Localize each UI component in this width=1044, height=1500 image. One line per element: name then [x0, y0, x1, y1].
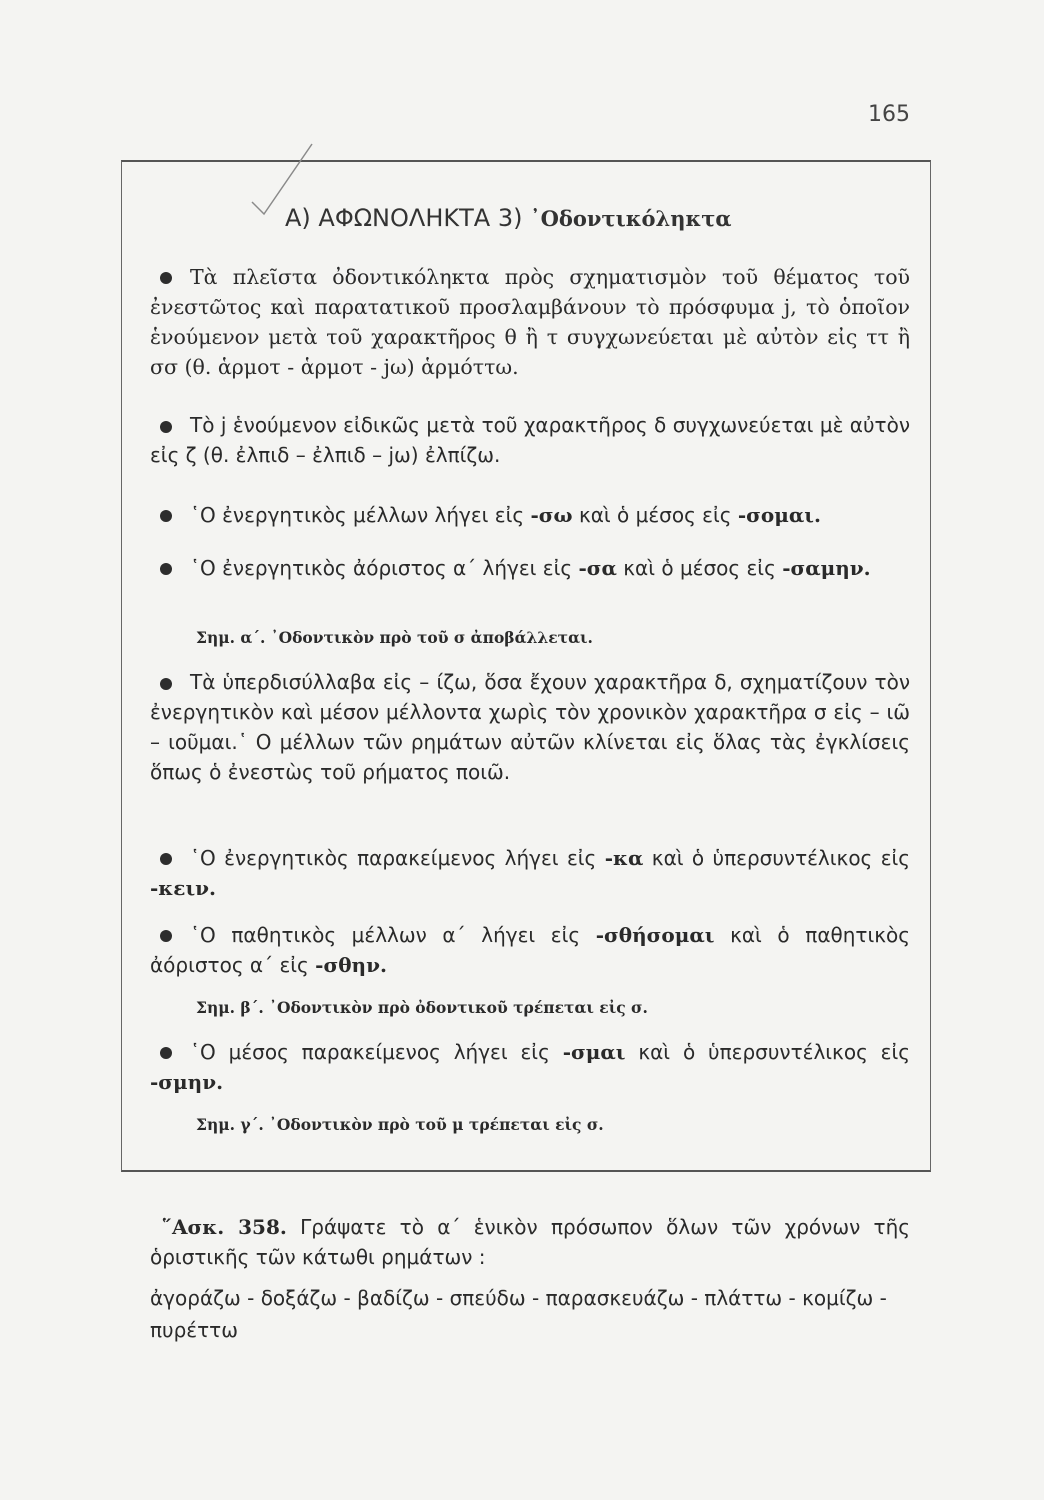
exercise-word-list: ἀγοράζω - δοξάζω - βαδίζω - σπεύδω - παρασκευάζω - πλάττω - κομίζω - πυρέττω	[150, 1286, 887, 1342]
rule-paragraph-1: Τὰ πλεῖστα ὀδοντικόληκτα πρὸς σχηματισμὸν τοῦ θέματος τοῦ ἐνεστῶτος καὶ παρατατικοῦ προσλαμβάνουν τὸ πρόσφυμα j, τὸ ὁποῖον ἑνούμενον μετὰ τοῦ χαρακτῆρος θ ἢ τ συγχωνεύεται μὲ αὐτὸν εἰς ττ ἢ σσ (θ. ἁρμοτ - ἁρμοτ - jω) ἁρμόττω.	[150, 265, 910, 379]
note-a: Σημ. α΄. ᾿Οδοντικὸν πρὸ τοῦ σ ἀποβάλλεται.	[196, 628, 593, 647]
section-title-prefix: A) ΑΦΩΝΟΛΗΚΤΑ 3)	[285, 204, 523, 232]
rule-paragraph-8: ῾Ο μέσος παρακείμενος λήγει εἰς -σμαι καὶ ὁ ὑπερσυντέλικος εἰς -σμην.	[150, 1040, 910, 1094]
note-b: Σημ. β΄. ᾿Οδοντικὸν πρὸ ὀδοντικοῦ τρέπεται εἰς σ.	[196, 998, 648, 1017]
rule-paragraph-4: ῾Ο ἐνεργητικὸς ἀόριστος α΄ λήγει εἰς -σα καὶ ὁ μέσος εἰς -σαμην.	[190, 556, 871, 580]
rule-paragraph-6: ῾Ο ἐνεργητικὸς παρακείμενος λήγει εἰς -κα καὶ ὁ ὑπερσυντέλικος εἰς -κειν.	[150, 846, 911, 900]
note-c: Σημ. γ΄. ᾿Οδοντικὸν πρὸ τοῦ μ τρέπεται εἰς σ.	[196, 1115, 604, 1134]
rule-paragraph-3: ῾Ο ἐνεργητικὸς μέλλων λήγει εἰς -σω καὶ ὁ μέσος εἰς -σομαι.	[190, 503, 821, 527]
rule-paragraph-2: Τὸ j ἑνούμενον εἰδικῶς μετὰ τοῦ χαρακτῆρος δ συγχωνεύεται μὲ αὐτὸν εἰς ζ (θ. ἐλπιδ – ἐλπιδ – jω) ἐλπίζω.	[150, 413, 910, 467]
exercise-number: ῞Ασκ. 358.	[162, 1215, 287, 1239]
section-title	[285, 204, 732, 232]
rule-paragraph-7: ῾Ο παθητικὸς μέλλων α΄ λήγει εἰς -σθήσομαι καὶ ὁ παθητικὸς ἀόριστος α΄ εἰς -σθην.	[150, 923, 910, 977]
section-title-bold: ᾿Οδοντικόληκτα	[530, 206, 732, 231]
exercise-instruction: ῞Ασκ. 358. Γράψατε τὸ α΄ ἑνικὸν πρόσωπον ὅλων τῶν χρόνων τῆς ὁριστικῆς τῶν κάτωθι ρημάτων :	[150, 1215, 910, 1269]
page-number: 165	[868, 102, 910, 127]
rule-paragraph-5: Τὰ ὑπερδισύλλαβα εἰς – ίζω, ὅσα ἔχουν χαρακτῆρα δ, σχηματίζουν τὸν ἐνεργητικὸν καὶ μέσον μέλλοντα χωρὶς τὸν χρονικὸν χαρακτῆρα σ εἰς – ιῶ – ιοῦμαι.῾ Ο μέλλων τῶν ρημάτων αὐτῶν κλίνεται εἰς ὅλας τὰς ἐγκλίσεις ὅπως ὁ ἐνεστὼς τοῦ ρήματος ποιῶ.	[150, 670, 910, 784]
